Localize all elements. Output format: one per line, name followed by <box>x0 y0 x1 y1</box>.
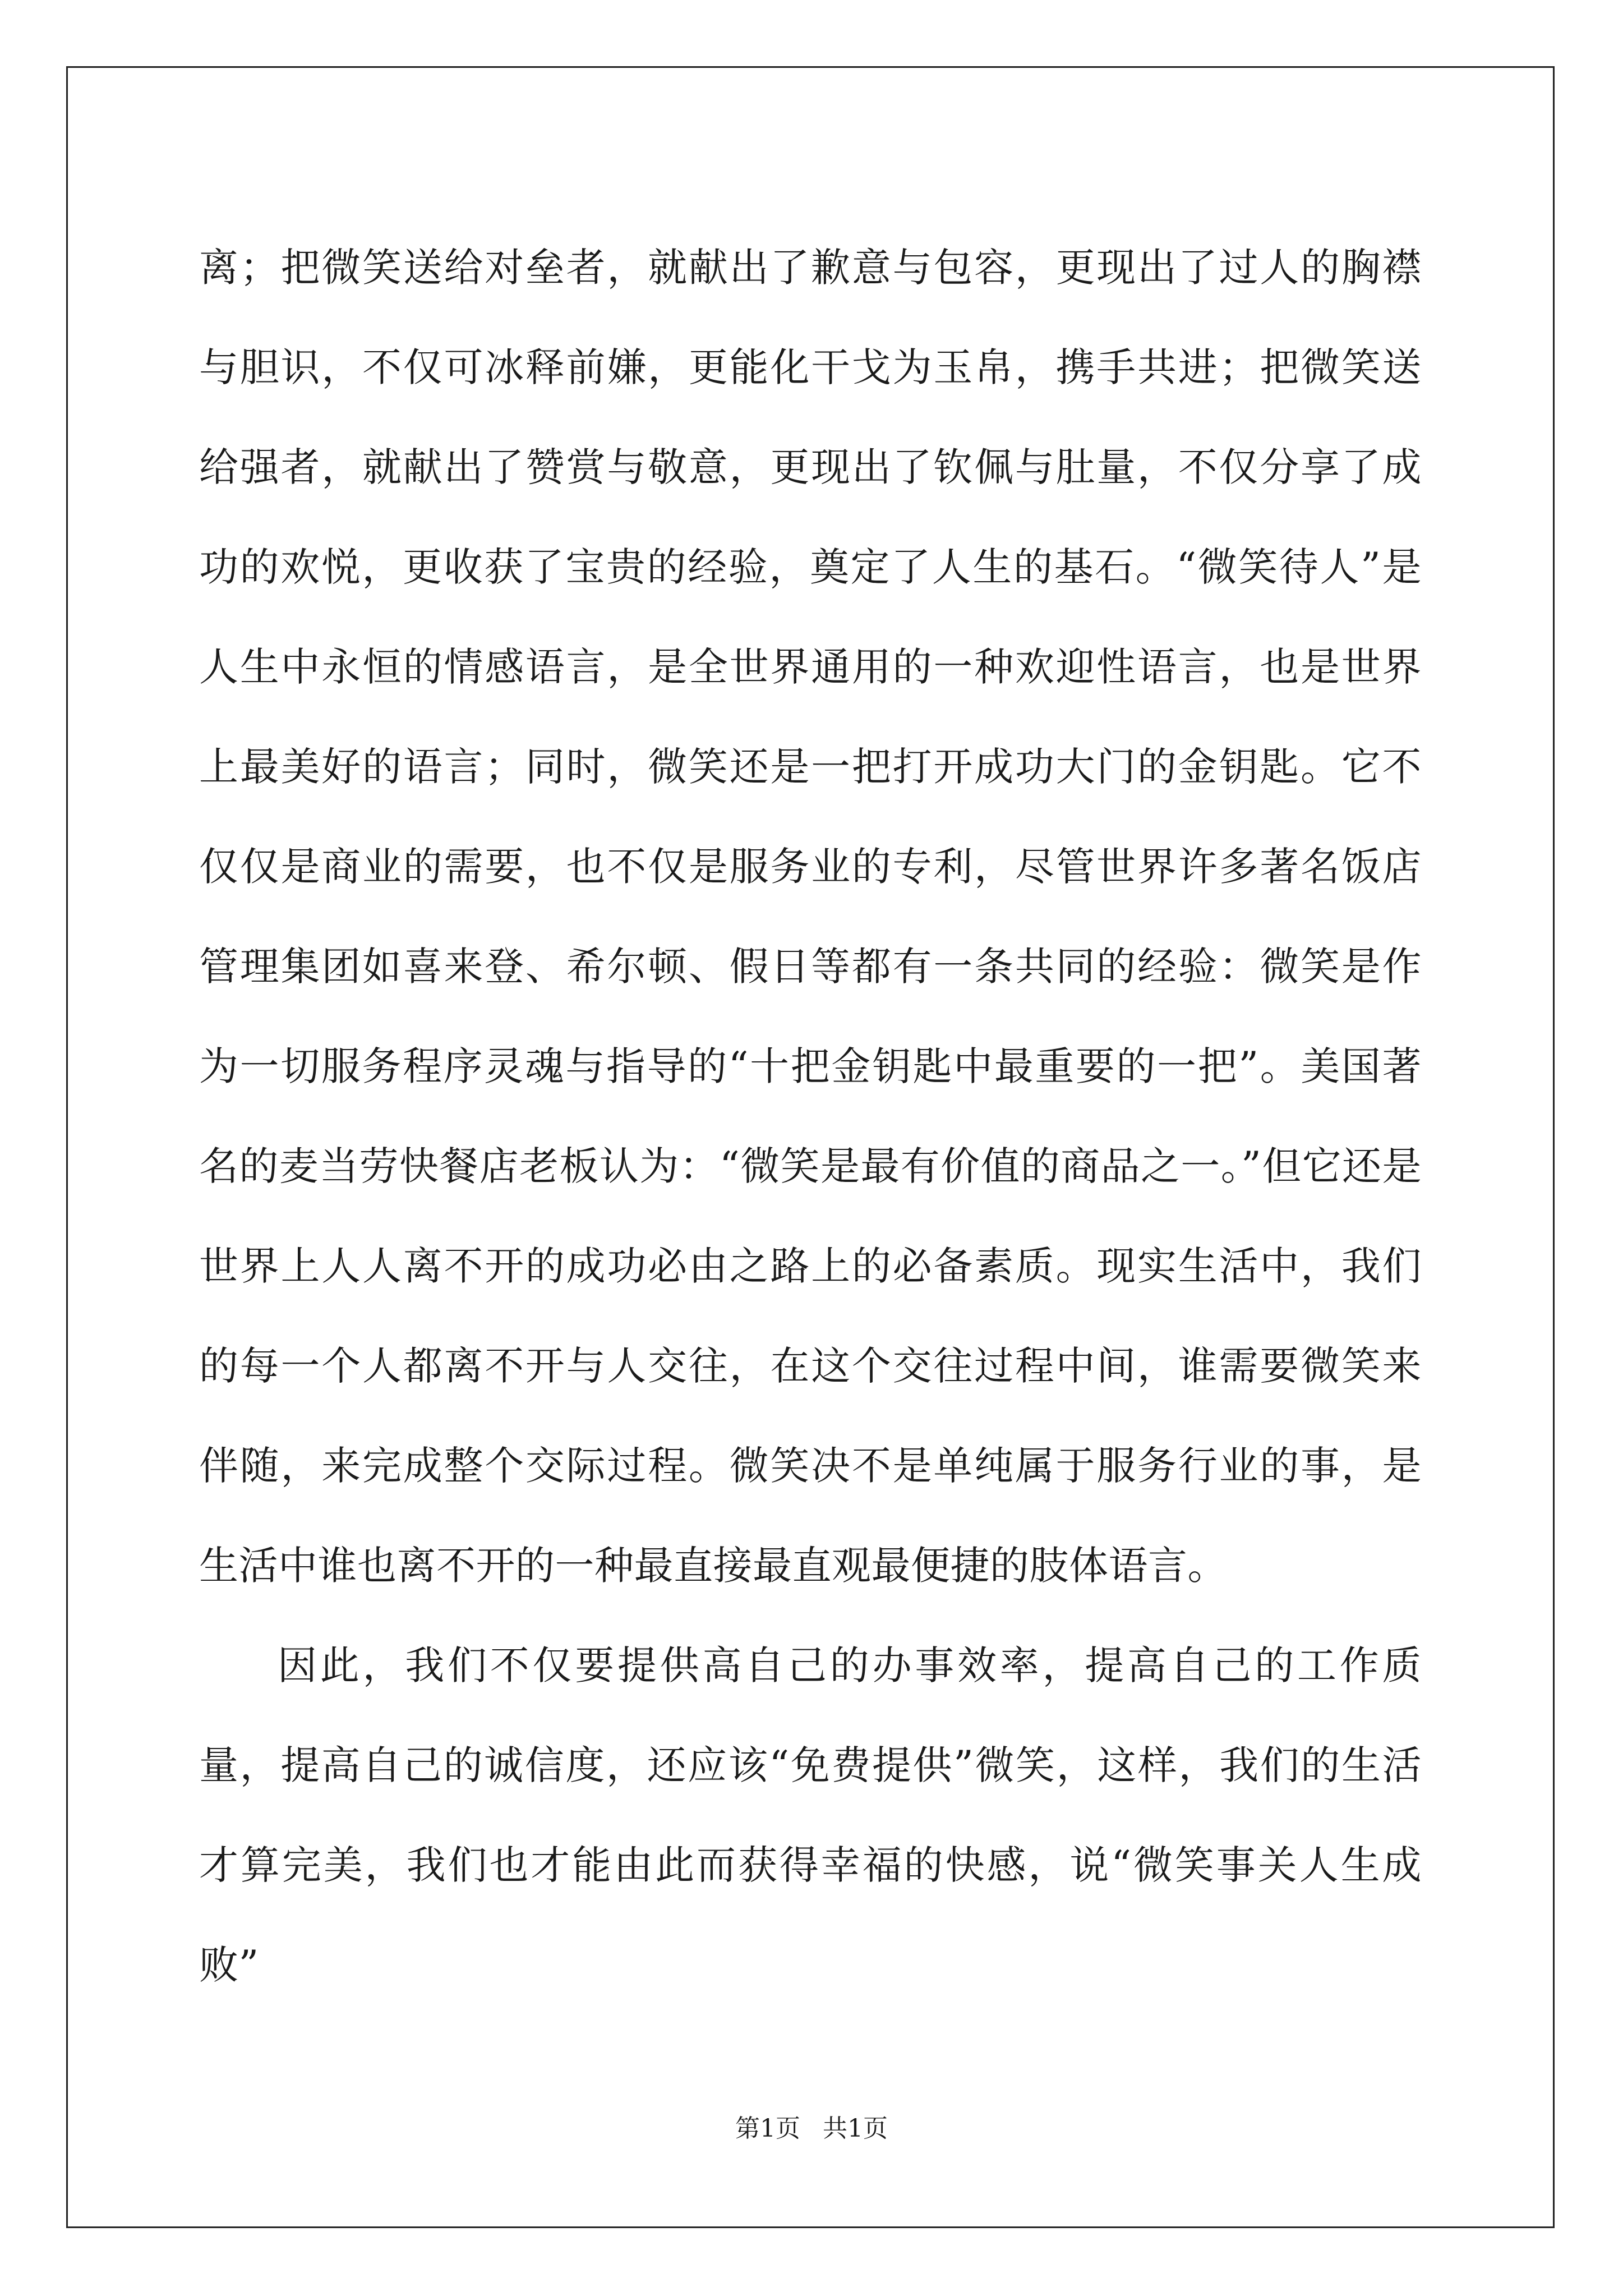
document-body <box>199 218 1422 2015</box>
paragraph-conclusion: 因此，我们不仅要提供高自己的办事效率，提高自己的工作质量，提高自己的诚信度，还应该“免费提供”微笑，这样，我们的生活才算完美，我们也才能由此而获得幸福的快感，说“微笑事关人生成败” <box>199 1642 1422 1988</box>
page-total: 共1页 <box>823 2114 888 2143</box>
page-number: 第1页 <box>735 2114 800 2143</box>
page-footer <box>0 2108 1623 2144</box>
paragraph-continuation: 离；把微笑送给对垒者，就献出了歉意与包容，更现出了过人的胸襟与胆识，不仅可冰释前嫌，更能化干戈为玉帛，携手共进；把微笑送给强者，就献出了赞赏与敬意，更现出了钦佩与肚量，不仅分享了成功的欢悦，更收获了宝贵的经验，奠定了人生的基石。“微笑待人”是人生中永恒的情感语言，是全世界通用的一种欢迎性语言，也是世界上最美好的语言；同时，微笑还是一把打开成功大门的金钥匙。它不仅仅是商业的需要，也不仅是服务业的专利，尽管世界许多著名饭店管理集团如喜来登、希尔顿、假日等都有一条共同的经验：微笑是作为一切服务程序灵魂与指导的“十把金钥匙中最重要的一把”。美国著名的麦当劳快餐店老板认为：“微笑是最有价值的商品之一。”但它还是世界上人人离不开的成功必由之路上的必备素质。现实生活中，我们的每一个人都离不开与人交往，在这个交往过程中间，谁需要微笑来伴随，来完成整个交际过程。微笑决不是单纯属于服务行业的事，是生活中谁也离不开的一种最直接最直观最便捷的肢体语言。 <box>199 245 1422 1589</box>
